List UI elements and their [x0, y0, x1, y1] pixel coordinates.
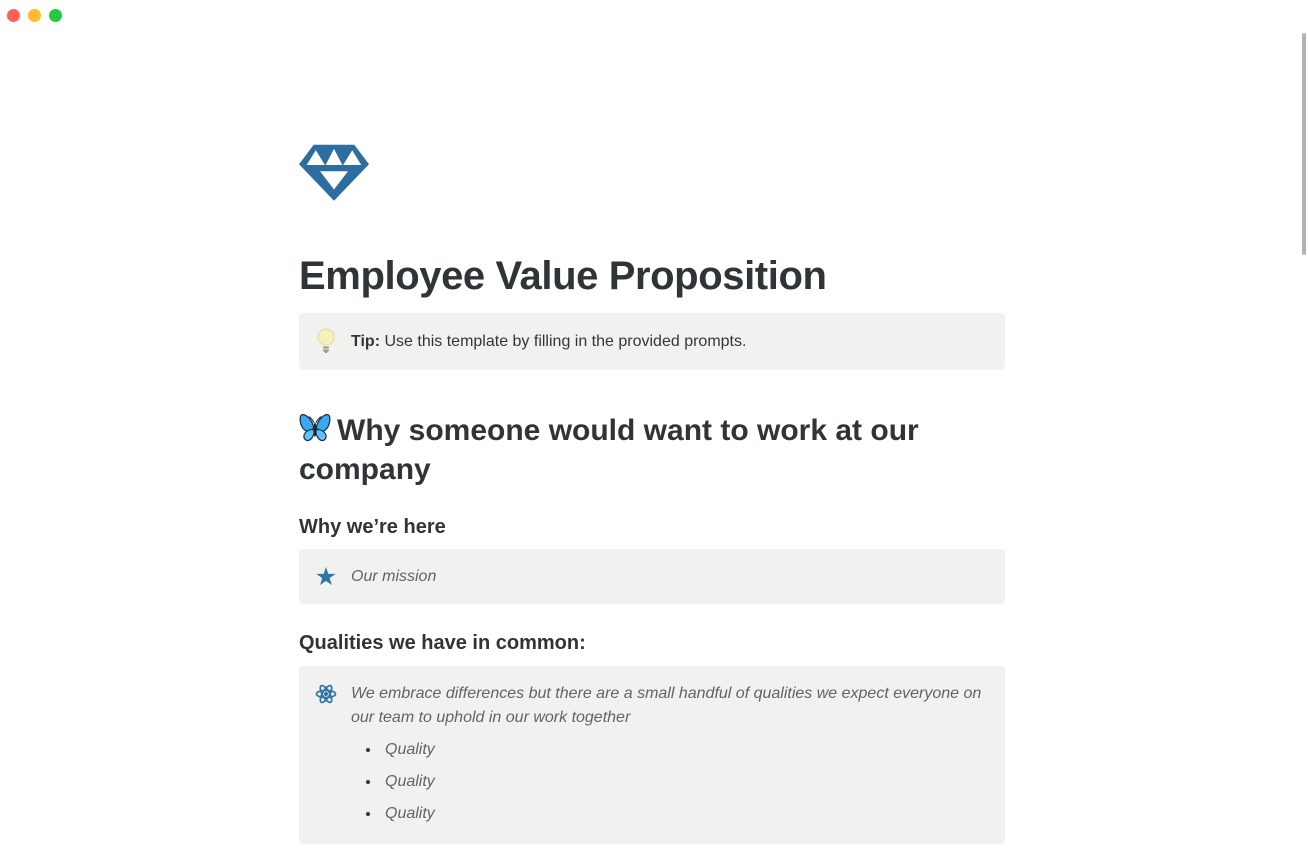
page-title[interactable]: Employee Value Proposition [299, 254, 827, 298]
qualities-callout[interactable] [299, 666, 1005, 844]
qualities-text[interactable]: We embrace differences but there are a small handful of qualities we expect everyone on our team to uphold in our work together [351, 685, 982, 726]
atom-icon [313, 683, 339, 705]
section-heading-text: Why someone would want to work at our company [299, 414, 919, 486]
window-controls [7, 9, 62, 22]
minimize-button[interactable] [28, 9, 41, 22]
qualities-list [381, 738, 989, 826]
document-page [299, 0, 1005, 844]
butterfly-emoji-icon [299, 413, 331, 443]
section-heading[interactable] [299, 411, 1005, 489]
gem-icon[interactable] [299, 143, 369, 201]
quality-list-item[interactable]: • Quality [381, 738, 989, 762]
quality-list-item[interactable]: • Quality [381, 802, 989, 826]
close-button[interactable] [7, 9, 20, 22]
vertical-scrollbar[interactable] [1302, 33, 1306, 255]
qualities-heading[interactable]: Qualities we have in common: [299, 632, 586, 654]
star-icon: ★ [314, 562, 338, 591]
tip-callout[interactable] [299, 313, 1005, 370]
maximize-button[interactable] [49, 9, 62, 22]
lightbulb-emoji-icon [313, 328, 339, 355]
tip-text [351, 330, 746, 354]
mission-callout[interactable] [299, 549, 1005, 604]
mission-text[interactable]: Our mission [351, 567, 437, 585]
tip-body: Use this template by filling in the provided prompts. [380, 332, 747, 350]
quality-list-item[interactable]: • Quality [381, 770, 989, 794]
tip-label: Tip: [351, 332, 381, 350]
why-here-heading[interactable]: Why we’re here [299, 516, 446, 538]
